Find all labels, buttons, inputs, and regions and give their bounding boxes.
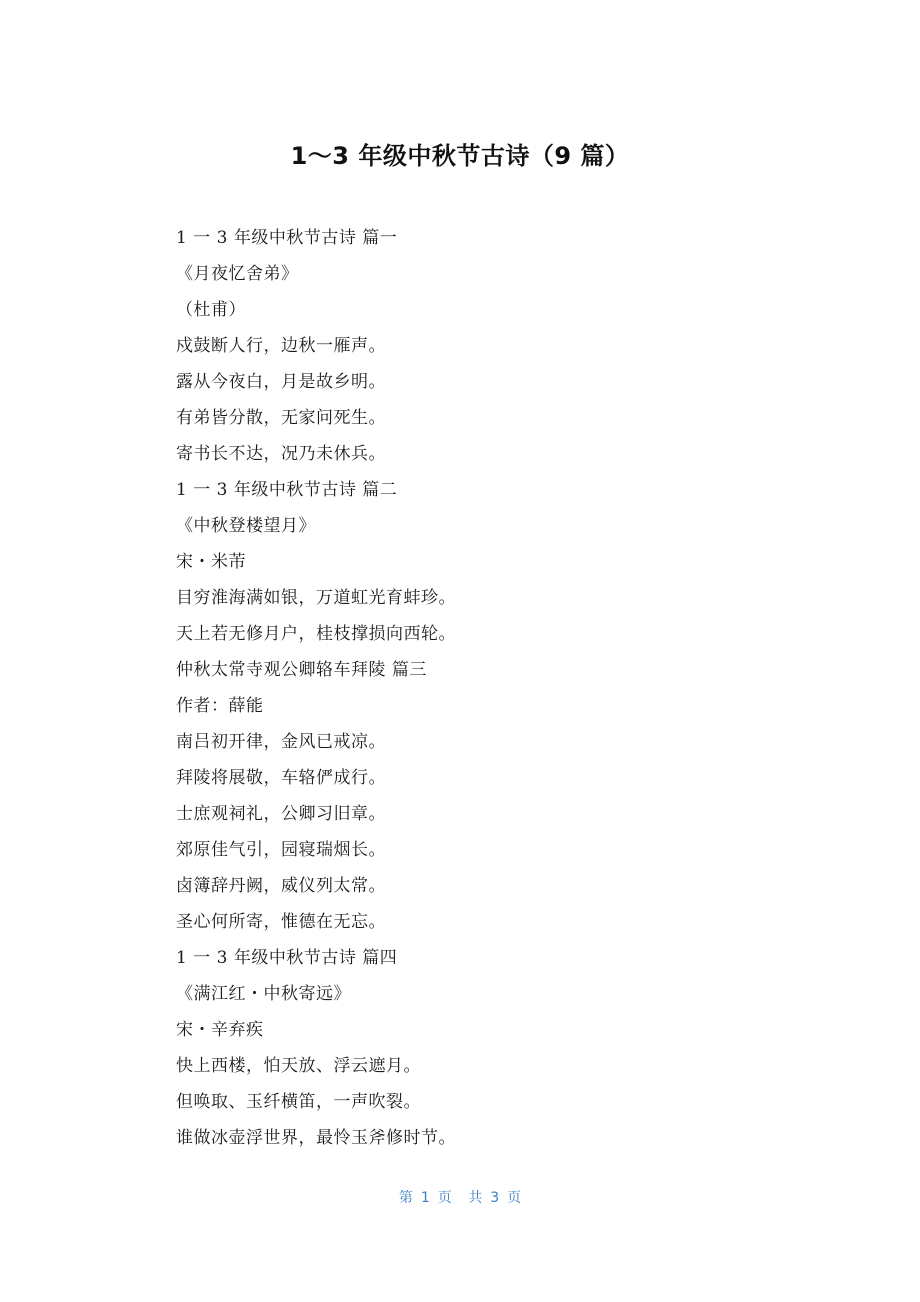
- text-line: 南吕初开律，金风已戒凉。: [176, 732, 386, 752]
- text-line: 宋・米芾: [176, 552, 246, 572]
- document-title: 1～3 年级中秋节古诗（9 篇）: [290, 142, 630, 170]
- text-line: 天上若无修月户，桂枝撑损向西轮。: [176, 624, 456, 644]
- text-line: 卤簿辞丹阙，威仪列太常。: [176, 876, 386, 896]
- text-line: 作者：薛能: [176, 696, 264, 716]
- current-page-number: 1: [420, 1190, 430, 1206]
- text-line: 戍鼓断人行，边秋一雁声。: [176, 336, 386, 356]
- footer-prefix: 第: [398, 1190, 413, 1206]
- text-line: 有弟皆分散，无家问死生。: [176, 408, 386, 428]
- poem-lines: [176, 222, 776, 1158]
- text-line: 拜陵将展敬，车辂俨成行。: [176, 768, 386, 788]
- text-line: 宋・辛弃疾: [176, 1020, 264, 1040]
- text-line: （杜甫）: [176, 300, 246, 320]
- text-line: 谁做冰壶浮世界，最怜玉斧修时节。: [176, 1128, 456, 1148]
- page-footer: [0, 1184, 920, 1212]
- text-line: 《月夜忆舍弟》: [176, 264, 299, 284]
- text-line: 郊原佳气引，园寝瑞烟长。: [176, 840, 386, 860]
- text-line: 露从今夜白，月是故乡明。: [176, 372, 386, 392]
- text-line: 目穷淮海满如银，万道虹光育蚌珍。: [176, 588, 456, 608]
- text-line: 但唤取、玉纤横笛，一声吹裂。: [176, 1092, 421, 1112]
- text-line: 《满江红・中秋寄远》: [176, 984, 351, 1004]
- text-line: 仲秋太常寺观公卿辂车拜陵 篇三: [176, 660, 427, 680]
- footer-suffix: 页: [507, 1190, 522, 1206]
- text-line: 《中秋登楼望月》: [176, 516, 316, 536]
- text-line: 快上西楼，怕天放、浮云遮月。: [176, 1056, 421, 1076]
- text-line: 1 一 3 年级中秋节古诗 篇四: [176, 948, 398, 968]
- text-line: 圣心何所寄，惟德在无忘。: [176, 912, 386, 932]
- text-line: 1 一 3 年级中秋节古诗 篇二: [176, 480, 398, 500]
- text-line: 寄书长不达，况乃未休兵。: [176, 444, 386, 464]
- text-line: 士庶观祠礼，公卿习旧章。: [176, 804, 386, 824]
- text-line: 1 一 3 年级中秋节古诗 篇一: [176, 228, 398, 248]
- footer-middle: 页 共: [437, 1190, 483, 1206]
- total-pages-number: 3: [490, 1190, 500, 1206]
